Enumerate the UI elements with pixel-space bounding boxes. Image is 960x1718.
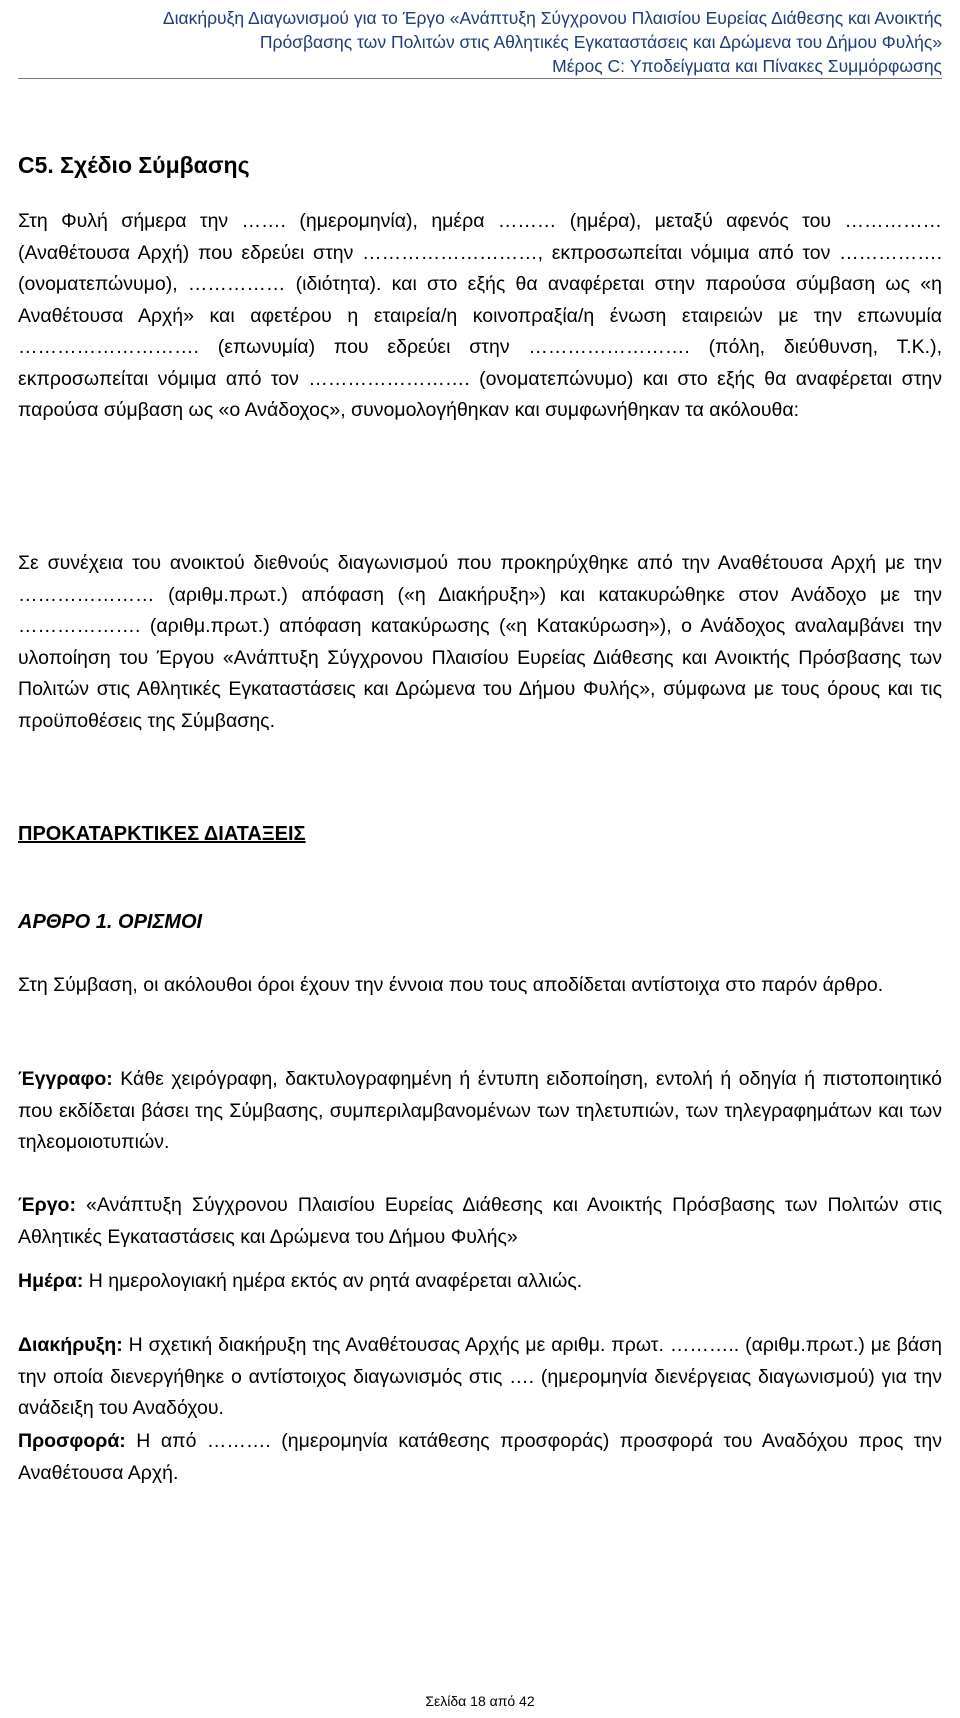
header-line-2: Πρόσβασης των Πολιτών στις Αθλητικές Εγκαταστάσεις και Δρώμενα του Δήμου Φυλής» <box>259 32 942 52</box>
definition-text: Η σχετική διακήρυξη της Αναθέτουσας Αρχής με αριθμ. πρωτ. ……….. (αριθμ.πρωτ.) με βάση την οποία διενεργήθηκε ο αντίστοιχος διαγωνισμός στις …. (ημερομηνία διενέργειας διαγωνισμού) για την ανάδειξη του Αναδόχου. <box>18 1334 942 1419</box>
award-paragraph: Σε συνέχεια του ανοικτού διεθνούς διαγωνισμού που προκηρύχθηκε από την Αναθέτουσα Αρχή με την ………………… (αριθμ.πρωτ.) απόφαση («η Διακήρυξη») και κατακυρώθηκε στον Ανάδοχο με την ………………. (αριθμ.πρωτ.) απόφαση κατακύρωσης («η Κατακύρωση»), ο Ανάδοχος αναλαμβάνει την υλοποίηση του Έργου «Ανάπτυξη Σύγχρονου Πλαισίου Ευρείας Διάθεσης και Ανοικτής Πρόσβασης των Πολιτών στις Αθλητικές Εγκαταστάσεις και Δρώμενα του Δήμου Φυλής», σύμφωνα με τους όρους και τις προϋποθέσεις της Σύμβασης. <box>18 552 942 732</box>
definition-document <box>18 1064 942 1159</box>
definition-term: Ημέρα: <box>18 1270 84 1292</box>
definition-proclamation <box>18 1330 942 1425</box>
definition-term: Διακήρυξη: <box>18 1334 123 1356</box>
definition-project <box>18 1190 942 1253</box>
page-footer: Σελίδα 18 από 42 <box>425 1693 535 1709</box>
preliminary-heading: ΠΡΟΚΑΤΑΡΚΤΙΚΕΣ ΔΙΑΤΑΞΕΙΣ <box>18 823 306 845</box>
definition-text: Η από ………. (ημερομηνία κατάθεσης προσφοράς) προσφορά του Αναδόχου προς την Αναθέτουσα Αρχή. <box>18 1430 942 1484</box>
header-divider <box>18 78 942 79</box>
header-line-1: Διακήρυξη Διαγωνισμού για το Έργο «Ανάπτυξη Σύγχρονου Πλαισίου Ευρείας Διάθεσης και Ανοικτής <box>162 8 942 28</box>
definition-term: Έγγραφο: <box>18 1068 113 1090</box>
definition-day <box>18 1266 942 1298</box>
definition-term: Προσφορά: <box>18 1430 126 1452</box>
definitions-intro: Στη Σύμβαση, οι ακόλουθοι όροι έχουν την έννοια που τους αποδίδεται αντίστοιχα στο παρόν άρθρο. <box>18 974 884 996</box>
intro-paragraph: Στη Φυλή σήμερα την ……. (ημερομηνία), ημέρα ……… (ημέρα), μεταξύ αφενός του ……………(Αναθέτουσα Αρχή) που εδρεύει στην ………………………, εκπροσωπείται νόμιμα από τον ……………. (ονοματεπώνυμο), …………… (ιδιότητα). και στο εξής θα αναφέρεται στην παρούσα σύμβαση ως «η Αναθέτουσα Αρχή» και αφετέρου η εταιρεία/η κοινοπραξία/η ένωση εταιρειών με την επωνυμία ………………………. (επωνυμία) που εδρεύει στην ……………………. (πόλη, διεύθυνση, Τ.Κ.), εκπροσωπείται νόμιμα από τον ……………………. (ονοματεπώνυμο) και στο εξής θα αναφέρεται στην παρούσα σύμβαση ως «ο Ανάδοχος», συνομολογήθηκαν και συμφωνήθηκαν τα ακόλουθα: <box>18 210 942 421</box>
article-heading: ΑΡΘΡΟ 1. ΟΡΙΣΜΟΙ <box>18 911 203 933</box>
section-title: C5. Σχέδιο Σύμβασης <box>18 152 250 178</box>
header-line-3: Μέρος C: Υποδείγματα και Πίνακες Συμμόρφωσης <box>552 56 942 76</box>
definition-text: «Ανάπτυξη Σύγχρονου Πλαισίου Ευρείας Διάθεσης και Ανοικτής Πρόσβασης των Πολιτών στις Αθλητικές Εγκαταστάσεις και Δρώμενα του Δήμου Φυλής» <box>18 1194 942 1248</box>
definition-text: Η ημερολογιακή ημέρα εκτός αν ρητά αναφέρεται αλλιώς. <box>83 1270 583 1292</box>
definition-term: Έργο: <box>18 1194 76 1216</box>
definition-offer <box>18 1426 942 1489</box>
page-header <box>18 6 942 78</box>
definition-text: Κάθε χειρόγραφη, δακτυλογραφημένη ή έντυπη ειδοποίηση, εντολή ή οδηγία ή πιστοποιητικό που εκδίδεται βάσει της Σύμβασης, συμπεριλαμβανομένων των τηλετυπιών, των τηλεγραφημάτων και των τηλεομοιοτυπιών. <box>18 1068 942 1153</box>
